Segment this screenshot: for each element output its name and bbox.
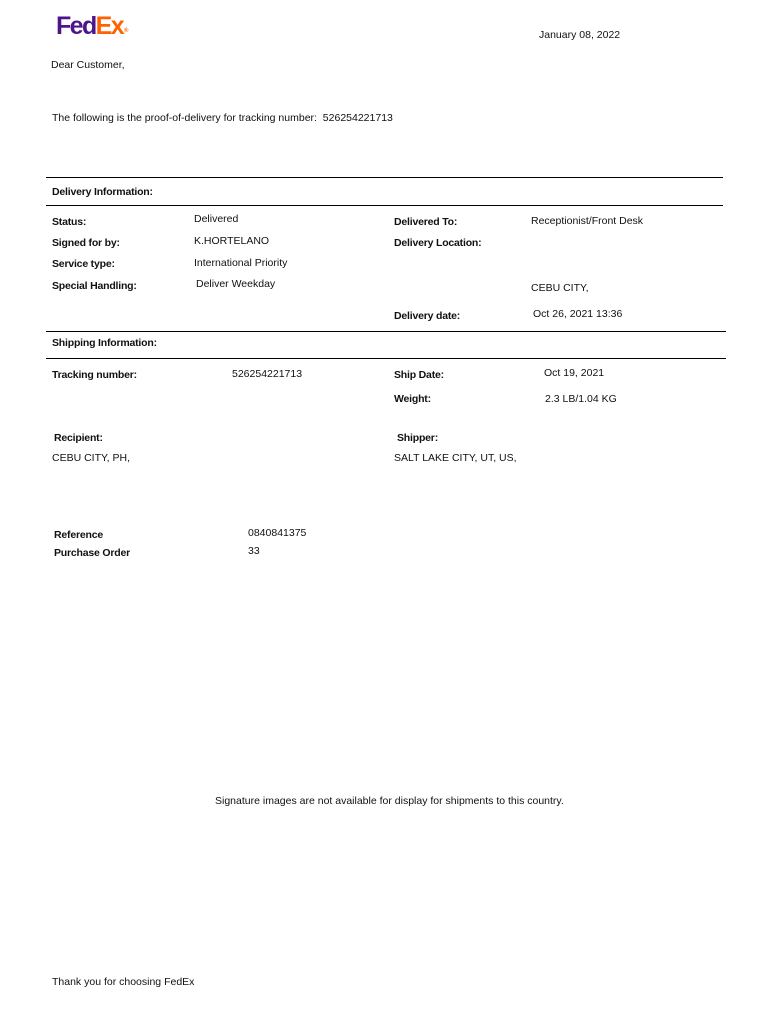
delivery-date-value: Oct 26, 2021 13:36 [533,308,623,320]
divider-delivery [46,205,723,206]
service-type-value: International Priority [194,257,288,269]
reference-label: Reference [54,529,103,541]
tracking-number-label: Tracking number: [52,369,137,381]
signature-note: Signature images are not available for display for shipments to this country. [215,795,564,807]
intro-sentence: The following is the proof-of-delivery for tracking number: [52,112,317,124]
special-handling-value: Deliver Weekday [196,278,276,290]
shipping-section-title: Shipping Information: [52,337,157,349]
footer-thanks: Thank you for choosing FedEx [52,976,195,988]
status-label: Status: [52,216,87,228]
fedex-logo [56,14,128,39]
delivered-to-label: Delivered To: [394,216,458,228]
signed-for-value: K.HORTELANO [194,235,270,247]
weight-label: Weight: [394,393,431,405]
delivery-section-title: Delivery Information: [52,186,153,198]
divider-shipping [46,358,726,359]
recipient-label: Recipient: [54,432,103,444]
delivery-date-label: Delivery date: [394,310,461,322]
signed-for-label: Signed for by: [52,237,120,249]
delivery-location-label: Delivery Location: [394,237,482,249]
divider-shipping-top [46,331,726,332]
tracking-number-value: 526254221713 [232,368,303,380]
ship-date-label: Ship Date: [394,369,444,381]
delivered-to-value: Receptionist/Front Desk [531,215,644,227]
ship-date-value: Oct 19, 2021 [544,367,605,379]
purchase-order-value: 33 [248,545,260,557]
logo-registered-mark: ® [124,28,129,34]
logo-ex: Ex [95,12,124,40]
special-handling-label: Special Handling: [52,280,137,292]
greeting: Dear Customer, [51,59,125,71]
shipper-label: Shipper: [397,432,438,444]
intro-text [52,112,393,124]
reference-value: 0840841375 [248,527,307,539]
weight-value: 2.3 LB/1.04 KG [545,393,617,405]
intro-tracking-number: 526254221713 [322,112,393,124]
purchase-order-label: Purchase Order [54,547,130,559]
divider-top [46,177,723,178]
service-type-label: Service type: [52,258,115,270]
recipient-value: CEBU CITY, PH, [52,452,130,464]
logo-fed: Fed [56,12,96,40]
letter-date: January 08, 2022 [539,29,621,41]
status-value: Delivered [194,213,239,225]
delivery-location-value: CEBU CITY, [531,282,589,294]
shipper-value: SALT LAKE CITY, UT, US, [394,452,517,464]
